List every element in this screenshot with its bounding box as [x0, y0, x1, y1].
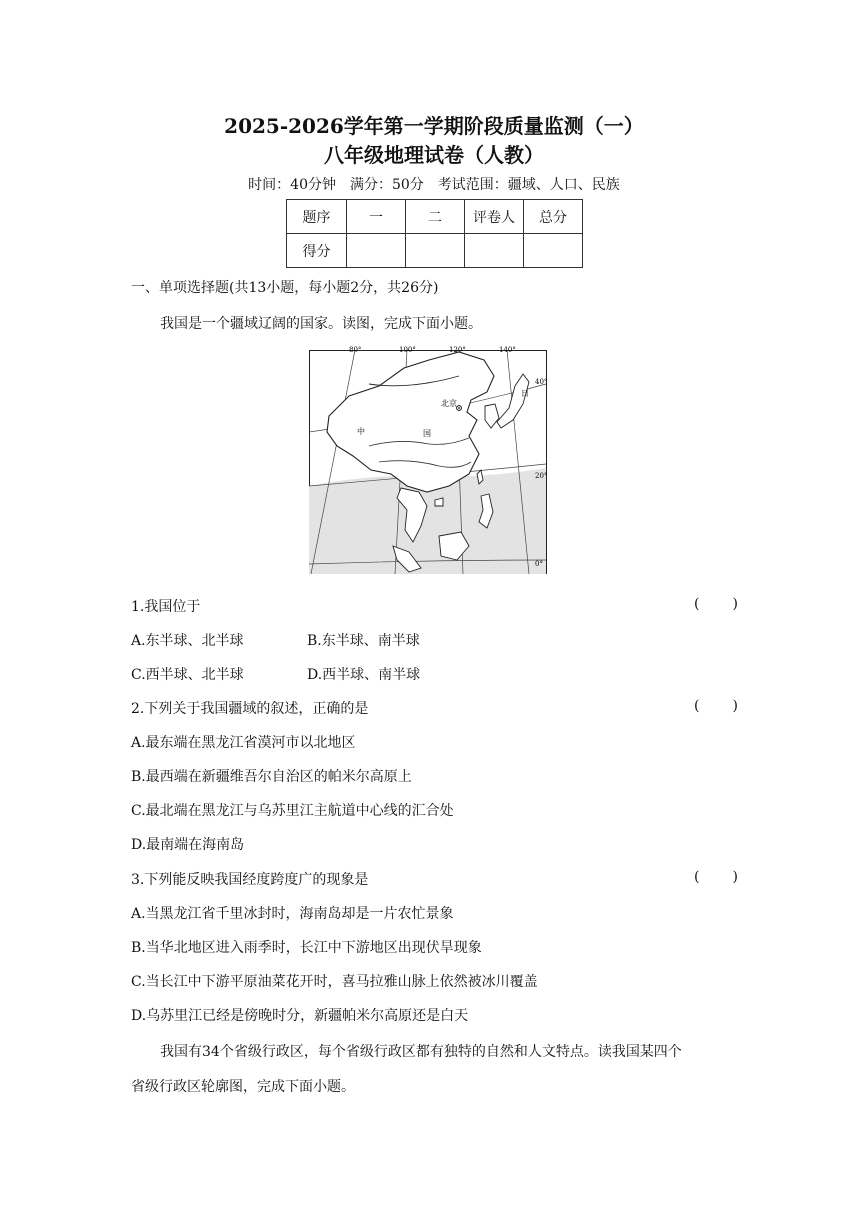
paren-open: (	[694, 869, 700, 885]
place-label-zhong: 中	[357, 427, 365, 436]
exam-info: 时间：40分钟 满分：50分 考试范围：疆域、人口、民族	[248, 177, 620, 193]
paren-close: )	[732, 698, 738, 714]
lat-label: 20°	[535, 472, 547, 480]
place-label-japan: 日	[521, 389, 529, 398]
score-entry-cell[interactable]	[347, 234, 406, 268]
place-label-guo: 国	[423, 429, 431, 438]
score-entry-cell[interactable]	[465, 234, 524, 268]
paren-open: (	[694, 596, 700, 612]
score-table-cell: 一	[347, 200, 406, 234]
answer-blank[interactable]	[694, 869, 738, 885]
lat-label: 0°	[535, 560, 543, 568]
lon-label: 140°	[499, 346, 516, 354]
question-2-option-c: C.最北端在黑龙江与乌苏里江主航道中心线的汇合处	[131, 803, 454, 819]
score-table-cell: 评卷人	[465, 200, 524, 234]
east-asia-map	[309, 346, 547, 574]
answer-blank[interactable]	[694, 596, 738, 612]
score-entry-cell[interactable]	[406, 234, 465, 268]
lon-label: 100°	[399, 346, 416, 354]
question-1-stem: 1.我国位于	[131, 599, 201, 615]
score-table-cell: 得分	[287, 234, 347, 268]
question-1-option-d: D.西半球、南半球	[307, 667, 421, 683]
question-3-stem: 3.下列能反映我国经度跨度广的现象是	[131, 872, 369, 888]
question-2-option-a: A.最东端在黑龙江省漠河市以北地区	[131, 735, 356, 751]
section1-heading: 一、单项选择题(共13小题，每小题2分，共26分)	[131, 280, 439, 296]
lon-label: 80°	[349, 346, 362, 354]
question-2-option-d: D.最南端在海南岛	[131, 837, 245, 853]
section1-intro: 我国是一个疆域辽阔的国家。读图，完成下面小题。	[160, 316, 482, 332]
score-entry-cell[interactable]	[524, 234, 583, 268]
score-table-cell: 题序	[287, 200, 347, 234]
score-table-cell: 总分	[524, 200, 583, 234]
exam-subtitle: 八年级地理试卷（人教）	[324, 143, 544, 167]
score-table	[286, 199, 583, 268]
question-3-option-b: B.当华北地区进入雨季时，长江中下游地区出现伏旱现象	[131, 940, 482, 956]
question-1-option-b: B.东半球、南半球	[307, 633, 420, 649]
question-3-option-c: C.当长江中下游平原油菜花开时，喜马拉雅山脉上依然被冰川覆盖	[131, 974, 538, 990]
paren-close: )	[732, 869, 738, 885]
question-1-option-c: C.西半球、北半球	[131, 667, 244, 683]
question-1-option-a: A.东半球、北半球	[131, 633, 244, 649]
score-table-header-row	[287, 200, 583, 234]
section2-intro-line2: 省级行政区轮廓图，完成下面小题。	[131, 1079, 355, 1095]
paren-open: (	[694, 698, 700, 714]
question-3-option-d: D.乌苏里江已经是傍晚时分，新疆帕米尔高原还是白天	[131, 1008, 469, 1024]
place-label-beijing: 北京	[441, 399, 457, 408]
exam-title: 2025-2026学年第一学期阶段质量监测（一）	[224, 114, 644, 138]
lat-label: 40°	[535, 378, 547, 386]
answer-blank[interactable]	[694, 698, 738, 714]
question-2-option-b: B.最西端在新疆维吾尔自治区的帕米尔高原上	[131, 769, 412, 785]
lon-label: 120°	[449, 346, 466, 354]
score-table-cell: 二	[406, 200, 465, 234]
question-3-option-a: A.当黑龙江省千里冰封时，海南岛却是一片农忙景象	[131, 906, 454, 922]
question-2-stem: 2.下列关于我国疆域的叙述，正确的是	[131, 701, 369, 717]
score-table-score-row	[287, 234, 583, 268]
map-figure	[309, 346, 547, 574]
paren-close: )	[732, 596, 738, 612]
section2-intro-line1: 我国有34个省级行政区，每个省级行政区都有独特的自然和人文特点。读我国某四个	[160, 1044, 682, 1060]
